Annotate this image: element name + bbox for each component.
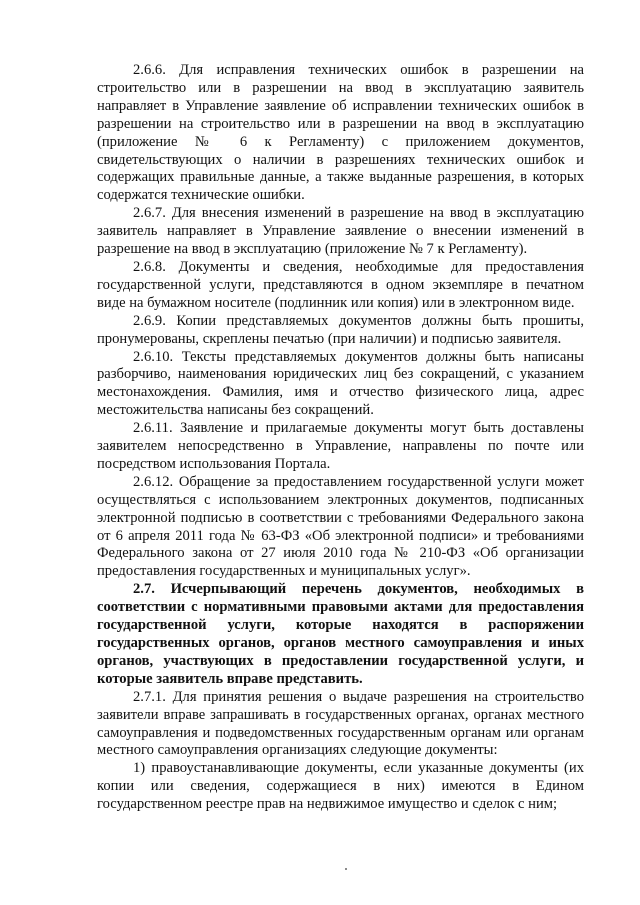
paragraph-2-6-11: 2.6.11. Заявление и прилагаемые документы могут быть доставлены заявителем непосредственно в Управление, направлены по почте или посредством использования Портала.: [97, 420, 584, 472]
paragraph-2-7-1: 2.7.1. Для принятия решения о выдаче разрешения на строительство заявители вправе запрашивать в государственных органах, органах местного самоуправления и подведомственных государственным органам или органам местного самоуправления организациях следующие документы:: [97, 688, 584, 759]
scan-speck: [345, 868, 347, 870]
paragraph-2-6-9: 2.6.9. Копии представляемых документов должны быть прошиты, пронумерованы, скреплены печатью (при наличии) и подписью заявителя.: [97, 312, 584, 347]
section-heading-2-7: 2.7. Исчерпывающий перечень документов, необходимых в соответствии с нормативными правовыми актами для предоставления государственной услуги, которые находятся в распоряжении государственных органов, органов местного самоуправления и иных органов, участвующих в предоставлении государственной услуги, и которые заявитель вправе представить.: [97, 581, 584, 687]
paragraph-2-6-10: 2.6.10. Тексты представляемых документов должны быть написаны разборчиво, наименования юридических лиц без сокращений, с указанием местонахождения. Фамилия, имя и отчество физического лица, адрес местожительства написаны без сокращений.: [97, 348, 584, 419]
list-item-1: 1) правоустанавливающие документы, если указанные документы (их копии или сведения, содержащиеся в них) имеются в Едином государственном реестре прав на недвижимое имущество и сделок с ним;: [97, 760, 584, 813]
paragraph-2-6-8: 2.6.8. Документы и сведения, необходимые для предоставления государственной услуги, представляются в одном экземпляре в печатном виде на бумажном носителе (подлинник или копия) или в электронном виде.: [97, 258, 584, 311]
document-page: [97, 62, 584, 814]
paragraph-2-6-6: 2.6.6. Для исправления технических ошибок в разрешении на строительство или в разрешении на ввод в эксплуатацию заявитель направляет в Управление заявление об исправлении технических ошибок в разрешении на строительство или в разрешении на ввод в эксплуатацию (приложение № 6 к Регламенту) с приложением документов, свидетельствующих о наличии в разрешениях технических ошибок и содержащих правильные данные, а также выданные разрешения, в которых содержатся технические ошибки.: [97, 62, 584, 204]
paragraph-2-6-7: 2.6.7. Для внесения изменений в разрешение на ввод в эксплуатацию заявитель направляет в Управление заявление о внесении изменений в разрешение на ввод в эксплуатацию (приложение № 7 к Регламенту).: [97, 205, 584, 258]
paragraph-2-6-12: 2.6.12. Обращение за предоставлением государственной услуги может осуществляться с использованием электронных документов, подписанных электронной подписью в соответствии с требованиями Федерального закона от 6 апреля 2011 года № 63-ФЗ «Об электронной подписи» и требованиями Федерального закона от 27 июля 2010 года № 210-ФЗ «Об организации предоставления государственных и муниципальных услуг».: [97, 473, 584, 580]
